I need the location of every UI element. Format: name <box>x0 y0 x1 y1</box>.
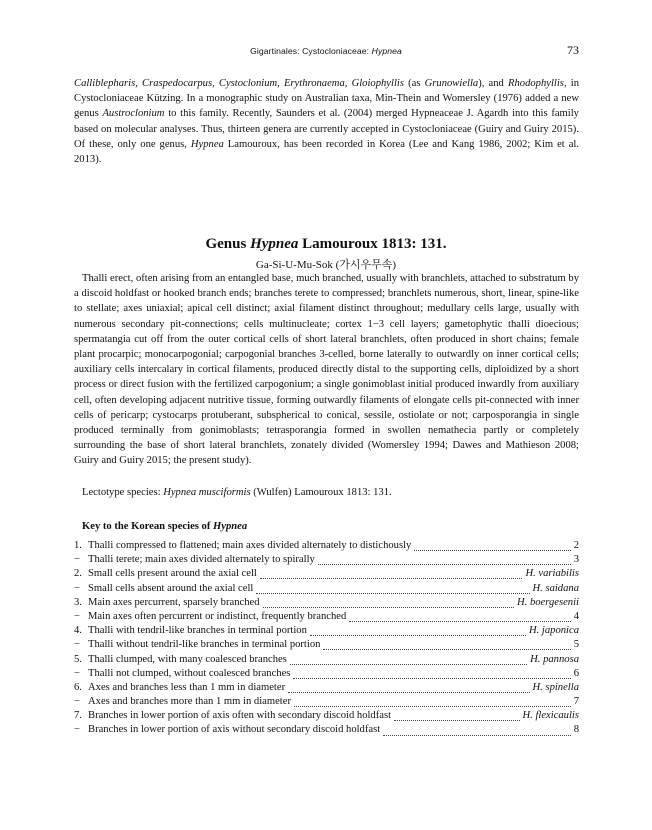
key-entry-leader <box>383 734 571 736</box>
key-entry-text: Branches in lower portion of axis often with secondary discoid holdfast <box>88 710 392 722</box>
key-entry-leader <box>293 677 570 679</box>
key-entry <box>74 696 579 710</box>
key-entry-text: Main axes percurrent, sparsely branched <box>88 596 260 608</box>
intro-text-run: Lamouroux, has been recorded in Korea (Lee and Kang 1986, 2002; Kim et al. 2013). <box>74 138 580 166</box>
key-entry-text: Thalli with tendril-like branches in terminal portion <box>88 625 307 637</box>
intro-italic-run: Hypnea <box>190 138 224 150</box>
key-entry-species: H. boergesenii <box>517 596 579 608</box>
key-entry-leader <box>290 663 527 665</box>
key-entry-text: Thalli terete; main axes divided alternately to spirally <box>88 554 315 566</box>
intro-text-run: ), and <box>478 78 509 89</box>
key-entry-lead-number: 6 <box>573 667 579 679</box>
key-entry-number: 3. <box>74 596 82 608</box>
key-entry <box>74 611 579 625</box>
key-heading <box>82 521 247 532</box>
key-entry-leader <box>263 606 515 608</box>
key-entry-species: H. japonica <box>528 625 579 637</box>
key-entry <box>74 625 579 639</box>
intro-italic-run: Calliblepharis, Craspedocarpus, Cystoclonium, Erythronaema, Gloiophyllis <box>74 78 404 89</box>
key-heading-genus: Hypnea <box>213 521 248 532</box>
genus-title <box>0 236 652 253</box>
key-entry-species: H. variabilis <box>525 568 579 580</box>
lectotype-line <box>82 487 392 498</box>
key-entry-text: Small cells absent around the axial cell <box>88 582 254 594</box>
key-entry-text: Thalli clumped, with many coalesced branches <box>88 653 287 665</box>
key-entry-leader <box>318 563 571 565</box>
intro-text-run: (as <box>403 78 425 89</box>
key-entry-text: Thalli without tendril-like branches in terminal portion <box>88 639 321 651</box>
key-entry-number: − <box>74 582 80 594</box>
key-entry-number: 1. <box>74 540 82 551</box>
intro-italic-run: Rhodophyllis <box>508 78 564 89</box>
running-head-prefix: Gigartinales: Cystocloniaceae: <box>250 46 372 56</box>
key-entry-number: − <box>74 639 80 651</box>
key-entry-lead-number: 7 <box>573 696 579 708</box>
key-entry-species: H. spinella <box>532 681 579 693</box>
running-head-genus: Hypnea <box>371 46 402 56</box>
key-entry-lead-number: 2 <box>573 540 579 551</box>
key-entry-leader <box>414 549 570 551</box>
lectotype-label: Lectotype species: <box>82 487 164 498</box>
key-entry-leader <box>310 634 526 636</box>
key-entry <box>74 583 579 597</box>
key-entry-species: H. flexicaulis <box>522 710 579 722</box>
key-entry-lead-number: 4 <box>573 610 579 622</box>
key-entry <box>74 724 579 738</box>
key-entry-lead-number: 8 <box>573 724 579 736</box>
key-entry-species: H. saidana <box>532 582 579 594</box>
key-entry-text: Small cells present around the axial cell <box>88 568 257 580</box>
key-entry-lead-number: 5 <box>573 639 579 651</box>
key-entry-number: 7. <box>74 710 82 722</box>
key-entry-text: Thalli compressed to flattened; main axes divided alternately to distichously <box>88 540 412 551</box>
lectotype-authority: (Wulfen) Lamouroux 1813: 131. <box>250 487 392 498</box>
key-entry <box>74 668 579 682</box>
key-entry-text: Branches in lower portion of axis without secondary discoid holdfast <box>88 724 381 736</box>
intro-text-run: , in Cystocloniaceae Kützing. In a monographic study on Australian taxa, Min-Thein and Womersley (1976) added a new genus <box>74 78 579 120</box>
key-entry-leader <box>323 648 570 650</box>
key-entry-species: H. pannosa <box>530 653 579 665</box>
key-entry-leader <box>288 691 529 693</box>
key-entry-number: − <box>74 724 80 736</box>
intro-paragraph <box>74 76 579 167</box>
key-heading-prefix: Key to the Korean species of <box>82 521 214 532</box>
key-entry <box>74 639 579 653</box>
genus-name: Hypnea <box>250 236 299 252</box>
key-entry-leader <box>349 620 570 622</box>
key-entry-leader <box>294 705 571 707</box>
key-entry <box>74 554 579 568</box>
key-entry-number: 4. <box>74 625 82 637</box>
lectotype-species: Hypnea musciformis <box>163 487 251 498</box>
key-entry-number: − <box>74 610 80 622</box>
intro-italic-run: Grunowiella <box>424 78 479 89</box>
key-entry-number: 6. <box>74 681 82 693</box>
intro-text-run: to this family. Recently, Saunders et al. (2004) merged Hypneaceae J. Agardh into this family based on molecular analyses. Thus, thirteen genera are currently accepted in Cystocloniaceae (Guiry and Guiry 2015). Of these, only one genus, <box>74 108 579 150</box>
key-entry-leader <box>260 577 523 579</box>
key-entry-leader <box>256 592 529 594</box>
key-entry <box>74 710 579 724</box>
running-head <box>0 46 652 56</box>
key-entry-number: 5. <box>74 653 82 665</box>
genus-description: Thalli erect, often arising from an entangled base, much branched, usually with branchlets, attached to substratum by a discoid holdfast or hooked branch ends; branches terete to compressed; branchlets numerous, short, linear, spine-like to stellate; axes uniaxial; apical cell distinct; axial filament distinct throughout; medullary cells large, usually with numerous secondary pit-connections; cells multinucleate; cortex 1−3 cell layers; gametophytic thalli dioecious; spermatangia cut off from the outer cortical cells of short lateral branchlets, often produced in short chains; female plant procarpic; monocarpogonial; carpogonial branches 3-celled, borne laterally to outwardly on inner cortical cells; auxiliary cells intercalary in cortical filaments, produced directly distal to the supporting cells, diploidized by a short process or direct fusion with the fertilized carpogonium; a single gonimoblast initial produced inwardly from auxiliary cell, often developing adjacent nutritive tissue, forming outwardly filaments of elongate cells pit-connected with inner cells of pericarp; cystocarps protuberant, subspherical to conical, sessile, ostiolate or not; carposporangia in single produced terminally from gonimoblasts; tetrasporangia formed in swollen nemathecia partly or completely surrounding the base of short lateral branchlets, zonately divided (Womersley 1994; Dawes and Mathieson 2008; Guiry and Guiry 2015; the present study). <box>74 273 579 467</box>
key-entry-number: 2. <box>74 568 82 580</box>
genus-authority: Lamouroux 1813: 131. <box>298 236 447 252</box>
key-entry <box>74 654 579 668</box>
key-entry-text: Axes and branches more than 1 mm in diameter <box>88 696 291 708</box>
key-entry <box>74 540 579 554</box>
key-entry <box>74 682 579 696</box>
key-entry-text: Thalli not clumped, without coalesced branches <box>88 667 291 679</box>
key-entry-leader <box>394 719 519 721</box>
key-entry-lead-number: 3 <box>573 554 579 566</box>
genus-label: Genus <box>205 236 251 252</box>
genus-korean-name: Ga-Si-U-Mu-Sok (가시우무속) <box>255 259 397 271</box>
key-entry-number: − <box>74 554 80 566</box>
key-entry-text: Axes and branches less than 1 mm in diameter <box>88 681 286 693</box>
intro-italic-run: Austroclonium <box>102 108 165 120</box>
key-entry <box>74 568 579 582</box>
page-number: 73 <box>567 43 579 57</box>
species-key <box>74 540 579 739</box>
key-entry <box>74 597 579 611</box>
key-entry-number: − <box>74 696 80 708</box>
key-entry-number: − <box>74 667 80 679</box>
key-entry-text: Main axes often percurrent or indistinct, frequently branched <box>88 610 347 622</box>
